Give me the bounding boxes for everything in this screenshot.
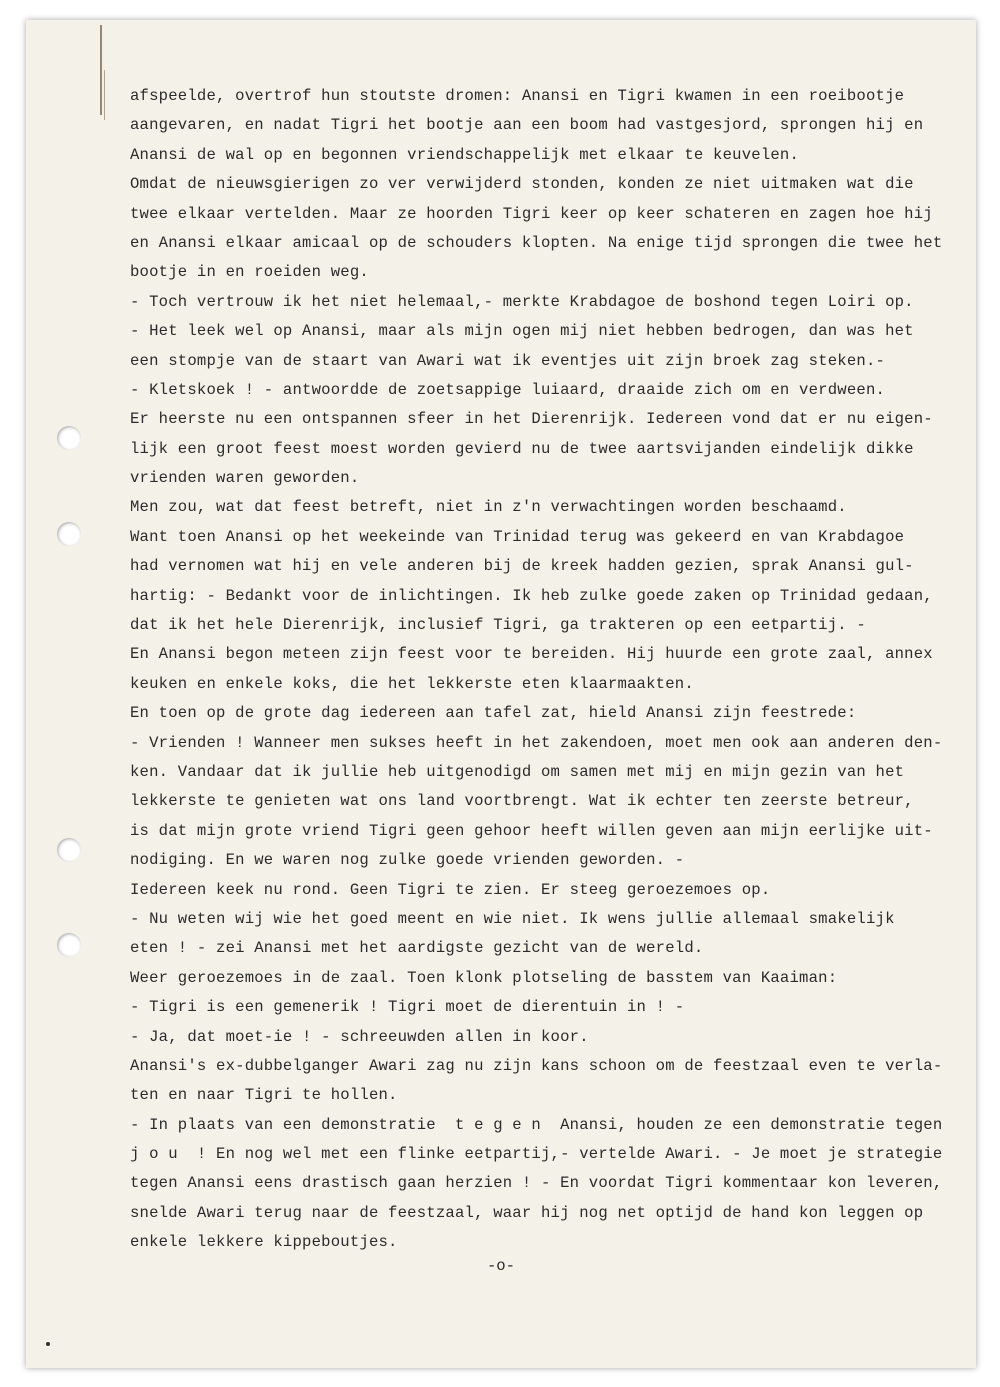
- paper-edge-mark: [100, 25, 102, 115]
- text-line: Omdat de nieuwsgierigen zo ver verwijderd stonden, konden ze niet uitmaken wat die: [130, 175, 914, 194]
- page-end-marker: -o-: [486, 1257, 516, 1275]
- text-line: - Vrienden ! Wanneer men sukses heeft in het zakendoen, moet men ook aan anderen den-: [130, 733, 943, 752]
- text-line: lijk een groot feest moest worden gevierd nu de twee aartsvijanden eindelijk dikke: [130, 439, 914, 458]
- text-line: Iedereen keek nu rond. Geen Tigri te zien. Er steeg geroezemoes op.: [130, 880, 771, 899]
- text-line: - Het leek wel op Anansi, maar als mijn ogen mij niet hebben bedrogen, dan was het: [130, 322, 914, 341]
- text-line: is dat mijn grote vriend Tigri geen gehoor heeft willen geven aan mijn eerlijke uit-: [130, 821, 933, 840]
- typewritten-text: [130, 82, 960, 1258]
- text-line: ten en naar Tigri te hollen.: [130, 1086, 398, 1105]
- text-line: - Tigri is een gemenerik ! Tigri moet de dierentuin in ! -: [130, 998, 685, 1017]
- text-line: had vernomen wat hij en vele anderen bij de kreek hadden gezien, sprak Anansi gul-: [130, 557, 914, 576]
- text-line: ken. Vandaar dat ik jullie heb uitgenodigd om samen met mij en mijn gezin van het: [130, 762, 905, 781]
- punch-hole-1: [57, 426, 81, 450]
- text-line: Anansi de wal op en begonnen vriendschappelijk met elkaar te keuvelen.: [130, 145, 800, 164]
- document-page: [26, 20, 976, 1368]
- text-line: eten ! - zei Anansi met het aardigste gezicht van de wereld.: [130, 939, 704, 958]
- text-line: bootje in en roeiden weg.: [130, 263, 369, 282]
- text-line: - Kletskoek ! - antwoordde de zoetsappige luiaard, draaide zich om en verdween.: [130, 380, 886, 399]
- text-line: - Toch vertrouw ik het niet helemaal,- merkte Krabdagoe de boshond tegen Loiri op.: [130, 292, 914, 311]
- text-line: Er heerste nu een ontspannen sfeer in het Dierenrijk. Iedereen vond dat er nu eigen-: [130, 410, 933, 429]
- text-line: j o u ! En nog wel met een flinke eetpartij,- vertelde Awari. - Je moet je strategie: [130, 1145, 943, 1164]
- text-line: een stompje van de staart van Awari wat ik eventjes uit zijn broek zag steken.-: [130, 351, 886, 370]
- punch-hole-3: [57, 838, 81, 862]
- text-line: tegen Anansi eens drastisch gaan herzien ! - En voordat Tigri kommentaar kon leveren,: [130, 1174, 943, 1193]
- text-line: Weer geroezemoes in de zaal. Toen klonk plotseling de basstem van Kaaiman:: [130, 968, 838, 987]
- text-line: dat ik het hele Dierenrijk, inclusief Tigri, ga trakteren op een eetpartij. -: [130, 616, 866, 635]
- text-line: En Anansi begon meteen zijn feest voor te bereiden. Hij huurde een grote zaal, annex: [130, 645, 933, 664]
- text-line: vrienden waren geworden.: [130, 469, 360, 488]
- text-line: afspeelde, overtrof hun stoutste dromen: Anansi en Tigri kwamen in een roeibootje: [130, 87, 905, 105]
- text-line: - Ja, dat moet-ie ! - schreeuwden allen in koor.: [130, 1027, 589, 1046]
- text-line: En toen op de grote dag iedereen aan tafel zat, hield Anansi zijn feestrede:: [130, 704, 857, 723]
- text-line: aangevaren, en nadat Tigri het bootje aan een boom had vastgesjord, sprongen hij en: [130, 116, 924, 135]
- text-line: twee elkaar vertelden. Maar ze hoorden Tigri keer op keer schateren en zagen hoe hij: [130, 204, 933, 223]
- text-line: keuken en enkele koks, die het lekkerste eten klaarmaakten.: [130, 674, 694, 693]
- text-line: en Anansi elkaar amicaal op de schouders klopten. Na enige tijd sprongen die twee het: [130, 233, 943, 252]
- paper-edge-mark-secondary: [104, 70, 105, 120]
- text-line: - Nu weten wij wie het goed meent en wie niet. Ik wens jullie allemaal smakelijk: [130, 909, 895, 928]
- text-line: Want toen Anansi op het weekeinde van Trinidad terug was gekeerd en van Krabdagoe: [130, 527, 905, 546]
- text-line: lekkerste te genieten wat ons land voortbrengt. Wat ik echter ten zeerste betreur,: [130, 792, 914, 811]
- text-line: Anansi's ex-dubbelganger Awari zag nu zijn kans schoon om de feestzaal even te verla-: [130, 1056, 943, 1075]
- text-line: snelde Awari terug naar de feestzaal, waar hij nog net optijd de hand kon leggen op: [130, 1203, 924, 1222]
- text-line: nodiging. En we waren nog zulke goede vrienden geworden. -: [130, 851, 685, 870]
- text-line: hartig: - Bedankt voor de inlichtingen. Ik heb zulke goede zaken op Trinidad gedaan,: [130, 586, 933, 605]
- ink-speck: [46, 1342, 50, 1346]
- text-line: Men zou, wat dat feest betreft, niet in z'n verwachtingen worden beschaamd.: [130, 498, 847, 517]
- punch-hole-4: [57, 933, 81, 957]
- text-line: - In plaats van een demonstratie t e g e n Anansi, houden ze een demonstratie tegen: [130, 1115, 943, 1134]
- punch-hole-2: [57, 522, 81, 546]
- text-line: enkele lekkere kippeboutjes.: [130, 1233, 398, 1252]
